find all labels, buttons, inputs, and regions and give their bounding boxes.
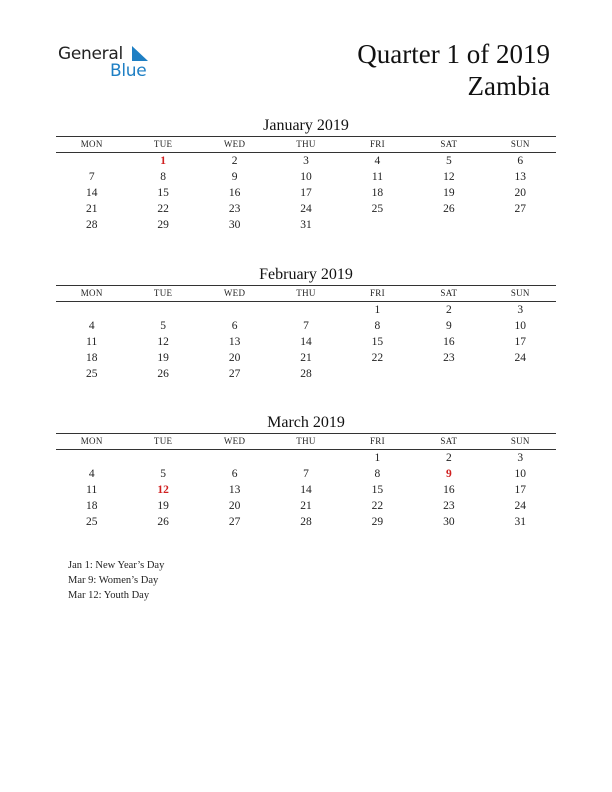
logo-general-text: General (58, 44, 123, 64)
day-cell: 11 (86, 484, 98, 496)
day-cell: 20 (228, 352, 241, 364)
empty-day-cell (56, 302, 127, 318)
day-cell: 3 (517, 304, 524, 316)
day-cell: 21 (300, 500, 312, 512)
day-grid (56, 153, 556, 233)
holiday-day-cell: 12 (157, 484, 169, 496)
day-cell: 27 (514, 203, 527, 215)
day-cell: 28 (85, 219, 98, 231)
holiday-note: Mar 9: Women’s Day (68, 575, 159, 586)
day-cell: 15 (371, 484, 384, 496)
day-cell: 5 (160, 468, 166, 480)
holiday-day-cell: 1 (160, 155, 166, 167)
day-cell: 17 (514, 484, 527, 496)
month-calendar (56, 413, 556, 530)
day-cell: 2 (231, 155, 238, 167)
day-cell: 6 (231, 468, 238, 480)
day-cell: 11 (371, 171, 383, 183)
day-cell: 31 (514, 516, 527, 528)
day-cell: 18 (85, 500, 98, 512)
day-cell: 18 (371, 187, 384, 199)
day-cell: 29 (157, 219, 169, 231)
empty-day-cell (56, 153, 127, 169)
day-cell: 22 (157, 203, 169, 215)
day-cell: 16 (443, 484, 455, 496)
empty-day-cell (270, 302, 341, 318)
holiday-day-cell: 9 (445, 468, 452, 480)
month-title: February 2019 (259, 266, 353, 283)
day-cell: 26 (157, 516, 169, 528)
weekday-label: TUE (153, 436, 173, 446)
weekday-label: TUE (153, 288, 173, 298)
weekday-label: THU (296, 288, 316, 298)
day-cell: 27 (228, 368, 241, 380)
day-grid (56, 450, 556, 530)
day-cell: 20 (228, 500, 241, 512)
page-title (357, 38, 550, 102)
empty-day-cell (127, 450, 198, 466)
day-cell: 5 (445, 155, 452, 167)
weekday-label: MON (80, 436, 103, 446)
day-cell: 22 (371, 500, 384, 512)
day-grid (56, 302, 556, 382)
weekday-label: SUN (510, 139, 530, 149)
day-cell: 31 (300, 219, 312, 231)
day-cell: 10 (514, 468, 527, 480)
weekday-label: MON (80, 139, 103, 149)
weekday-label: WED (223, 288, 246, 298)
holiday-note: Mar 12: Youth Day (68, 590, 150, 601)
logo-triangle-icon (128, 46, 148, 62)
day-cell: 21 (300, 352, 312, 364)
day-cell: 10 (300, 171, 312, 183)
empty-day-cell (56, 450, 127, 466)
day-cell: 12 (443, 171, 455, 183)
logo (58, 44, 168, 84)
day-cell: 30 (443, 516, 455, 528)
empty-day-cell (270, 450, 341, 466)
day-cell: 3 (303, 155, 309, 167)
day-cell: 23 (443, 352, 455, 364)
day-cell: 4 (88, 320, 95, 332)
title-quarter: Quarter 1 of 2019 (357, 39, 550, 69)
weekday-label: FRI (369, 139, 385, 149)
day-cell: 30 (228, 219, 241, 231)
day-cell: 28 (300, 368, 312, 380)
day-cell: 6 (517, 155, 524, 167)
month-title: January 2019 (263, 117, 349, 134)
month-calendar (56, 265, 556, 382)
day-cell: 14 (85, 187, 98, 199)
weekday-label: SAT (440, 139, 458, 149)
weekday-label: SAT (440, 288, 458, 298)
day-cell: 13 (514, 171, 527, 183)
day-cell: 1 (374, 452, 381, 464)
day-cell: 16 (228, 187, 241, 199)
day-cell: 14 (300, 484, 312, 496)
day-cell: 25 (85, 516, 98, 528)
weekday-label: TUE (153, 139, 173, 149)
day-cell: 2 (445, 452, 452, 464)
weekday-label: THU (296, 436, 316, 446)
month-calendar (56, 116, 556, 233)
day-cell: 3 (517, 452, 524, 464)
weekday-label: SAT (440, 436, 458, 446)
day-cell: 26 (157, 368, 169, 380)
weekday-label: WED (223, 436, 246, 446)
day-cell: 9 (445, 320, 452, 332)
weekday-label: SUN (510, 288, 530, 298)
holiday-note: Jan 1: New Year’s Day (68, 560, 165, 571)
day-cell: 6 (231, 320, 238, 332)
day-cell: 7 (303, 468, 309, 480)
day-cell: 2 (445, 304, 452, 316)
day-cell: 14 (300, 336, 312, 348)
day-cell: 23 (443, 500, 455, 512)
day-cell: 24 (514, 500, 527, 512)
day-cell: 19 (443, 187, 455, 199)
day-cell: 8 (374, 320, 381, 332)
day-cell: 19 (157, 500, 169, 512)
month-title: March 2019 (267, 414, 345, 431)
day-cell: 4 (88, 468, 95, 480)
day-cell: 24 (300, 203, 312, 215)
weekday-header (56, 286, 556, 301)
weekday-header (56, 137, 556, 152)
day-cell: 29 (371, 516, 384, 528)
day-cell: 15 (371, 336, 384, 348)
day-cell: 7 (303, 320, 309, 332)
day-cell: 9 (231, 171, 238, 183)
empty-day-cell (199, 450, 270, 466)
day-cell: 5 (160, 320, 166, 332)
weekday-label: THU (296, 139, 316, 149)
day-cell: 12 (157, 336, 169, 348)
weekday-label: WED (223, 139, 246, 149)
weekday-header (56, 434, 556, 449)
day-cell: 15 (157, 187, 169, 199)
holiday-notes (68, 558, 164, 603)
day-cell: 19 (157, 352, 169, 364)
day-cell: 7 (88, 171, 95, 183)
day-cell: 13 (228, 336, 241, 348)
day-cell: 25 (371, 203, 384, 215)
logo-blue-text: Blue (110, 61, 147, 81)
day-cell: 10 (514, 320, 527, 332)
day-cell: 8 (160, 171, 166, 183)
day-cell: 23 (228, 203, 241, 215)
weekday-label: FRI (369, 436, 385, 446)
day-cell: 13 (228, 484, 241, 496)
day-cell: 11 (86, 336, 98, 348)
weekday-label: SUN (510, 436, 530, 446)
day-cell: 1 (374, 304, 381, 316)
empty-day-cell (127, 302, 198, 318)
day-cell: 16 (443, 336, 455, 348)
day-cell: 25 (85, 368, 98, 380)
day-cell: 27 (228, 516, 241, 528)
day-cell: 4 (374, 155, 381, 167)
day-cell: 22 (371, 352, 384, 364)
weekday-label: FRI (369, 288, 385, 298)
day-cell: 8 (374, 468, 381, 480)
day-cell: 17 (300, 187, 312, 199)
weekday-label: MON (80, 288, 103, 298)
day-cell: 24 (514, 352, 527, 364)
empty-day-cell (199, 302, 270, 318)
day-cell: 21 (85, 203, 98, 215)
day-cell: 20 (514, 187, 527, 199)
day-cell: 26 (443, 203, 455, 215)
day-cell: 28 (300, 516, 312, 528)
day-cell: 17 (514, 336, 527, 348)
day-cell: 18 (85, 352, 98, 364)
title-country: Zambia (467, 71, 550, 101)
